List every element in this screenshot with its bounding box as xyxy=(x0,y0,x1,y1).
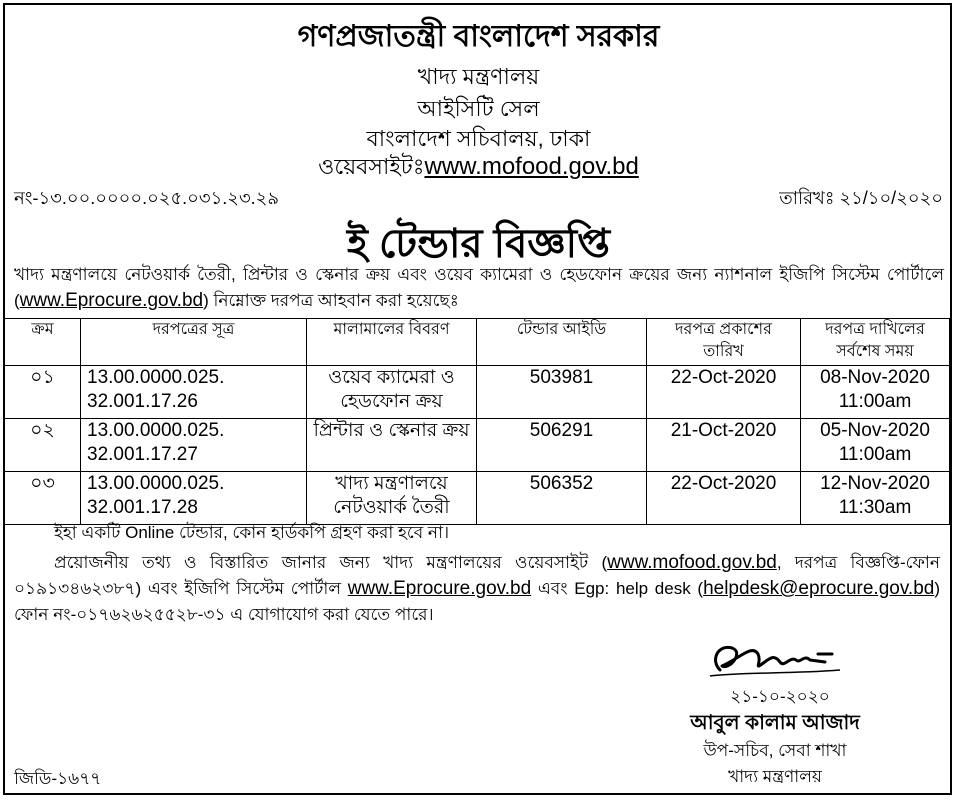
deadline-cell: 08-Nov-2020 11:00am xyxy=(801,366,950,419)
tender-table xyxy=(4,318,950,525)
column-header: টেন্ডার আইডি xyxy=(477,319,647,366)
contact-text: ) ফোন নং-০১৭৬২৬২৫৫২৮-৩১ এ যোগাযোগ করা যেতে পারে। xyxy=(14,579,940,624)
helpdesk-email-link[interactable]: helpdesk@eprocure.gov.bd xyxy=(703,578,935,599)
tender-id-cell: 506352 xyxy=(477,472,647,525)
column-header: মালামালের বিবরণ xyxy=(307,319,477,366)
signatory-designation: উপ-সচিব, সেবা শাখা xyxy=(703,741,847,760)
website-label: ওয়েবসাইটঃ xyxy=(318,154,425,179)
item-cell: ওয়েব ক্যামেরা ও হেডফোন ক্রয় xyxy=(307,366,477,419)
handwritten-signature xyxy=(700,640,850,684)
serial-cell: ০৩ xyxy=(5,472,81,525)
website-line xyxy=(0,150,957,187)
column-header: দরপত্র দাখিলের সর্বশেষ সময় xyxy=(801,319,950,366)
table-header-row xyxy=(5,319,950,366)
office-location: বাংলাদেশ সচিবালয়, ঢাকা xyxy=(366,126,591,151)
reference-cell: 13.00.0000.025. 32.001.17.27 xyxy=(81,419,307,472)
item-cell: খাদ্য মন্ত্রণালয়ে নেটওয়ার্ক তৈরী xyxy=(307,472,477,525)
tender-id-cell: 503981 xyxy=(477,366,647,419)
publish-date-cell: 22-Oct-2020 xyxy=(647,366,801,419)
government-title: গণপ্রজাতন্ত্রী বাংলাদেশ সরকার xyxy=(297,20,660,53)
eprocure-link[interactable]: www.Eprocure.gov.bd xyxy=(347,578,532,599)
serial-cell: ০২ xyxy=(5,419,81,472)
reference-number: নং-১৩.০০.০০০০.০২৫.০৩১.২৩.২৯ xyxy=(14,188,280,208)
publish-date-cell: 22-Oct-2020 xyxy=(647,472,801,525)
signatory-name: আবুল কালাম আজাদ xyxy=(690,712,860,734)
online-only-note: ইহা একটি Online টেন্ডার, কোন হার্ডকপি গ্রহণ করা হবে না। xyxy=(54,523,450,542)
intro-text-end: ) নিম্নোক্ত দরপত্র আহবান করা হয়েছেঃ xyxy=(203,291,459,310)
mofood-link[interactable]: www.mofood.gov.bd xyxy=(607,552,777,573)
table-row xyxy=(5,472,950,525)
cell-name: আইসিটি সেল xyxy=(417,96,540,121)
contact-text: প্রয়োজনীয় তথ্য ও বিস্তারিত জানার জন্য খাদ্য মন্ত্রণালয়ের ওয়েবসাইট ( xyxy=(54,553,608,572)
table-row xyxy=(5,419,950,472)
item-cell: প্রিন্টার ও স্কেনার ক্রয় xyxy=(307,419,477,472)
contact-note xyxy=(14,550,940,628)
contact-text: , দরপত্র বিজ্ঞপ্তি-ফোন ০১৯১৩৪৬২৩৮৭) এবং ইজিপি সিস্টেম পোর্টাল xyxy=(14,553,940,598)
deadline-cell: 12-Nov-2020 11:30am xyxy=(801,472,950,525)
intro-paragraph xyxy=(14,262,944,314)
reference-cell: 13.00.0000.025. 32.001.17.28 xyxy=(81,472,307,525)
table-row xyxy=(5,366,950,419)
website-link[interactable]: www.mofood.gov.bd xyxy=(424,153,639,180)
serial-cell: ০১ xyxy=(5,366,81,419)
reference-cell: 13.00.0000.025. 32.001.17.26 xyxy=(81,366,307,419)
column-header: দরপত্রের সূত্র xyxy=(81,319,307,366)
tender-id-cell: 506291 xyxy=(477,419,647,472)
column-header: দরপত্র প্রকাশের তারিখ xyxy=(647,319,801,366)
signature-date: ২১-১০-২০২০ xyxy=(730,687,830,706)
column-header: ক্রম xyxy=(5,319,81,366)
publish-date-cell: 21-Oct-2020 xyxy=(647,419,801,472)
intro-text: খাদ্য মন্ত্রণালয়ে নেটওয়ার্ক তৈরী, প্রিন্টার ও স্কেনার ক্রয় এবং ওয়েব ক্যামেরা ও হেডফোন ক্রয়ের জন্য ন্যাশনাল ইজিপি সিস্টেম পোর্টালে ( xyxy=(14,265,944,310)
notice-date: তারিখঃ ২১/১০/২০২০ xyxy=(779,188,943,208)
deadline-cell: 05-Nov-2020 11:00am xyxy=(801,419,950,472)
signatory-ministry: খাদ্য মন্ত্রণালয় xyxy=(728,767,822,786)
ministry-name: খাদ্য মন্ত্রণালয় xyxy=(417,64,540,89)
gd-number: জিডি-১৬৭৭ xyxy=(14,769,102,788)
notice-title: ই টেন্ডার বিজ্ঞপ্তি xyxy=(347,222,610,266)
contact-text: এবং Egp: help desk ( xyxy=(531,579,704,598)
eprocure-link[interactable]: www.Eprocure.gov.bd xyxy=(19,290,204,311)
